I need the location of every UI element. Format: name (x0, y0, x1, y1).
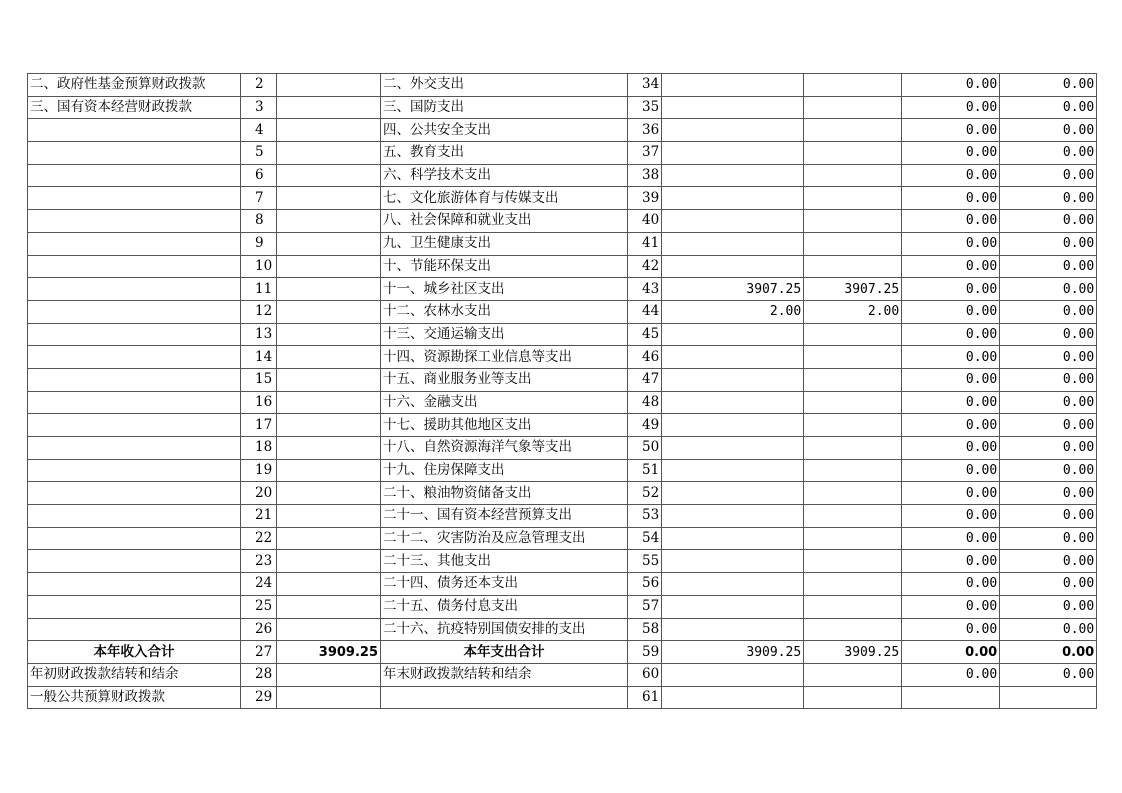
income-item-label (28, 550, 241, 573)
expense-item-label: 十六、金融支出 (381, 391, 628, 414)
expense-total-amount (662, 232, 804, 255)
general-budget-amount (804, 164, 902, 187)
gov-fund-amount: 0.00 (902, 641, 1000, 664)
income-item-label (28, 187, 241, 210)
general-budget-amount (804, 96, 902, 119)
general-budget-amount (804, 210, 902, 233)
gov-fund-amount: 0.00 (902, 505, 1000, 528)
expense-item-label: 二十三、其他支出 (381, 550, 628, 573)
income-row-number: 16 (241, 391, 277, 414)
general-budget-amount (804, 323, 902, 346)
gov-fund-amount: 0.00 (902, 210, 1000, 233)
expense-total-amount (662, 142, 804, 165)
state-capital-amount: 0.00 (1000, 482, 1097, 505)
gov-fund-amount: 0.00 (902, 527, 1000, 550)
expense-row-number: 46 (628, 346, 662, 369)
expense-item-label: 五、教育支出 (381, 142, 628, 165)
income-row-number: 7 (241, 187, 277, 210)
income-item-label (28, 391, 241, 414)
expense-total-amount (662, 346, 804, 369)
expense-item-label: 二、外交支出 (381, 74, 628, 97)
state-capital-amount: 0.00 (1000, 232, 1097, 255)
general-budget-amount (804, 232, 902, 255)
expense-item-label: 年末财政拨款结转和结余 (381, 663, 628, 686)
state-capital-amount: 0.00 (1000, 368, 1097, 391)
table-row (28, 232, 1097, 255)
expense-row-number: 36 (628, 119, 662, 142)
income-item-label (28, 482, 241, 505)
general-budget-amount: 2.00 (804, 300, 902, 323)
income-row-number: 15 (241, 368, 277, 391)
gov-fund-amount: 0.00 (902, 459, 1000, 482)
expense-item-label: 十七、援助其他地区支出 (381, 414, 628, 437)
expense-total-amount (662, 527, 804, 550)
expense-row-number: 60 (628, 663, 662, 686)
state-capital-amount: 0.00 (1000, 618, 1097, 641)
expense-row-number: 38 (628, 164, 662, 187)
income-row-number: 29 (241, 686, 277, 709)
income-row-number: 20 (241, 482, 277, 505)
expense-row-number: 57 (628, 595, 662, 618)
state-capital-amount: 0.00 (1000, 505, 1097, 528)
income-item-label (28, 142, 241, 165)
gov-fund-amount: 0.00 (902, 482, 1000, 505)
expense-row-number: 53 (628, 505, 662, 528)
expense-total-amount (662, 414, 804, 437)
expense-row-number: 34 (628, 74, 662, 97)
expense-row-number: 35 (628, 96, 662, 119)
gov-fund-amount: 0.00 (902, 232, 1000, 255)
general-budget-amount (804, 368, 902, 391)
expense-row-number: 47 (628, 368, 662, 391)
general-budget-amount (804, 482, 902, 505)
expense-item-label: 十九、住房保障支出 (381, 459, 628, 482)
income-item-label (28, 278, 241, 301)
expense-row-number: 41 (628, 232, 662, 255)
expense-item-label: 六、科学技术支出 (381, 164, 628, 187)
expense-item-label: 十三、交通运输支出 (381, 323, 628, 346)
expense-row-number: 56 (628, 573, 662, 596)
income-amount (277, 119, 381, 142)
income-row-number: 19 (241, 459, 277, 482)
expense-item-label: 十八、自然资源海洋气象等支出 (381, 437, 628, 460)
gov-fund-amount: 0.00 (902, 300, 1000, 323)
gov-fund-amount: 0.00 (902, 618, 1000, 641)
gov-fund-amount: 0.00 (902, 437, 1000, 460)
gov-fund-amount: 0.00 (902, 550, 1000, 573)
gov-fund-amount: 0.00 (902, 255, 1000, 278)
income-amount (277, 618, 381, 641)
table-row (28, 550, 1097, 573)
expense-total-amount (662, 210, 804, 233)
income-item-label (28, 573, 241, 596)
expense-row-number: 37 (628, 142, 662, 165)
state-capital-amount: 0.00 (1000, 437, 1097, 460)
expense-item-label: 八、社会保障和就业支出 (381, 210, 628, 233)
state-capital-amount: 0.00 (1000, 142, 1097, 165)
expense-row-number: 43 (628, 278, 662, 301)
expense-item-label: 本年支出合计 (381, 641, 628, 664)
expense-item-label: 十一、城乡社区支出 (381, 278, 628, 301)
expense-total-amount (662, 618, 804, 641)
table-row (28, 210, 1097, 233)
expense-row-number: 40 (628, 210, 662, 233)
income-amount (277, 278, 381, 301)
income-row-number: 5 (241, 142, 277, 165)
state-capital-amount: 0.00 (1000, 300, 1097, 323)
state-capital-amount: 0.00 (1000, 74, 1097, 97)
expense-total-amount (662, 187, 804, 210)
general-budget-amount (804, 505, 902, 528)
general-budget-amount (804, 437, 902, 460)
income-item-label: 二、政府性基金预算财政拨款 (28, 74, 241, 97)
state-capital-amount: 0.00 (1000, 187, 1097, 210)
table-row (28, 573, 1097, 596)
expense-total-amount: 3907.25 (662, 278, 804, 301)
income-row-number: 21 (241, 505, 277, 528)
gov-fund-amount: 0.00 (902, 187, 1000, 210)
table-row (28, 595, 1097, 618)
general-budget-amount (804, 618, 902, 641)
expense-total-amount: 3909.25 (662, 641, 804, 664)
income-amount (277, 74, 381, 97)
income-amount (277, 323, 381, 346)
table-row (28, 142, 1097, 165)
income-item-label: 年初财政拨款结转和结余 (28, 663, 241, 686)
gov-fund-amount: 0.00 (902, 414, 1000, 437)
expense-total-amount (662, 505, 804, 528)
state-capital-amount: 0.00 (1000, 96, 1097, 119)
income-row-number: 10 (241, 255, 277, 278)
income-item-label (28, 300, 241, 323)
state-capital-amount: 0.00 (1000, 346, 1097, 369)
expense-item-label: 二十一、国有资本经营预算支出 (381, 505, 628, 528)
income-amount (277, 187, 381, 210)
income-row-number: 27 (241, 641, 277, 664)
table-row (28, 164, 1097, 187)
income-amount (277, 595, 381, 618)
gov-fund-amount: 0.00 (902, 573, 1000, 596)
income-row-number: 11 (241, 278, 277, 301)
income-row-number: 14 (241, 346, 277, 369)
expense-item-label: 四、公共安全支出 (381, 119, 628, 142)
table-row (28, 618, 1097, 641)
state-capital-amount: 0.00 (1000, 641, 1097, 664)
expense-total-amount: 2.00 (662, 300, 804, 323)
fiscal-allocation-table (27, 73, 1097, 709)
expense-item-label: 十四、资源勘探工业信息等支出 (381, 346, 628, 369)
income-amount (277, 663, 381, 686)
income-amount (277, 391, 381, 414)
state-capital-amount: 0.00 (1000, 391, 1097, 414)
general-budget-amount (804, 346, 902, 369)
expense-row-number: 59 (628, 641, 662, 664)
expense-row-number: 55 (628, 550, 662, 573)
income-row-number: 23 (241, 550, 277, 573)
expense-row-number: 48 (628, 391, 662, 414)
income-amount (277, 96, 381, 119)
expense-item-label (381, 686, 628, 709)
income-item-label (28, 595, 241, 618)
state-capital-amount: 0.00 (1000, 278, 1097, 301)
expense-total-amount (662, 119, 804, 142)
expense-row-number: 42 (628, 255, 662, 278)
table-row (28, 323, 1097, 346)
table-row (28, 686, 1097, 709)
gov-fund-amount: 0.00 (902, 164, 1000, 187)
gov-fund-amount (902, 686, 1000, 709)
income-item-label (28, 323, 241, 346)
expense-row-number: 58 (628, 618, 662, 641)
gov-fund-amount: 0.00 (902, 595, 1000, 618)
income-row-number: 13 (241, 323, 277, 346)
income-item-label (28, 437, 241, 460)
income-item-label: 一般公共预算财政拨款 (28, 686, 241, 709)
table-row (28, 391, 1097, 414)
general-budget-amount: 3909.25 (804, 641, 902, 664)
gov-fund-amount: 0.00 (902, 278, 1000, 301)
table-row (28, 119, 1097, 142)
expense-row-number: 54 (628, 527, 662, 550)
expense-row-number: 44 (628, 300, 662, 323)
income-amount (277, 255, 381, 278)
expense-row-number: 52 (628, 482, 662, 505)
gov-fund-amount: 0.00 (902, 663, 1000, 686)
income-row-number: 4 (241, 119, 277, 142)
income-item-label (28, 459, 241, 482)
income-item-label: 本年收入合计 (28, 641, 241, 664)
income-item-label (28, 618, 241, 641)
state-capital-amount: 0.00 (1000, 459, 1097, 482)
income-amount (277, 505, 381, 528)
income-amount (277, 346, 381, 369)
table-row (28, 505, 1097, 528)
expense-total-amount (662, 437, 804, 460)
income-item-label (28, 505, 241, 528)
general-budget-amount (804, 573, 902, 596)
table-row (28, 527, 1097, 550)
expense-row-number: 51 (628, 459, 662, 482)
income-amount (277, 686, 381, 709)
income-amount (277, 210, 381, 233)
state-capital-amount: 0.00 (1000, 414, 1097, 437)
expense-total-amount (662, 96, 804, 119)
income-amount (277, 437, 381, 460)
table-row (28, 437, 1097, 460)
gov-fund-amount: 0.00 (902, 368, 1000, 391)
income-amount (277, 414, 381, 437)
state-capital-amount: 0.00 (1000, 550, 1097, 573)
expense-total-amount (662, 74, 804, 97)
table-row (28, 482, 1097, 505)
state-capital-amount: 0.00 (1000, 595, 1097, 618)
expense-total-amount (662, 391, 804, 414)
expense-row-number: 49 (628, 414, 662, 437)
income-row-number: 24 (241, 573, 277, 596)
expense-item-label: 七、文化旅游体育与传媒支出 (381, 187, 628, 210)
income-row-number: 9 (241, 232, 277, 255)
state-capital-amount: 0.00 (1000, 210, 1097, 233)
income-row-number: 8 (241, 210, 277, 233)
income-item-label (28, 232, 241, 255)
expense-item-label: 十五、商业服务业等支出 (381, 368, 628, 391)
expense-total-amount (662, 573, 804, 596)
expense-row-number: 45 (628, 323, 662, 346)
table-row (28, 368, 1097, 391)
table-row (28, 300, 1097, 323)
table-row (28, 346, 1097, 369)
table-body (28, 74, 1097, 709)
income-amount: 3909.25 (277, 641, 381, 664)
general-budget-amount: 3907.25 (804, 278, 902, 301)
income-item-label (28, 119, 241, 142)
expense-total-amount (662, 255, 804, 278)
gov-fund-amount: 0.00 (902, 391, 1000, 414)
expense-row-number: 61 (628, 686, 662, 709)
income-amount (277, 459, 381, 482)
state-capital-amount: 0.00 (1000, 663, 1097, 686)
general-budget-amount (804, 142, 902, 165)
income-row-number: 17 (241, 414, 277, 437)
income-row-number: 18 (241, 437, 277, 460)
income-item-label (28, 164, 241, 187)
expense-item-label: 二十二、灾害防治及应急管理支出 (381, 527, 628, 550)
table-row-total (28, 641, 1097, 664)
income-row-number: 2 (241, 74, 277, 97)
state-capital-amount: 0.00 (1000, 255, 1097, 278)
general-budget-amount (804, 595, 902, 618)
table-row (28, 663, 1097, 686)
expense-total-amount (662, 663, 804, 686)
general-budget-amount (804, 527, 902, 550)
table-row (28, 187, 1097, 210)
general-budget-amount (804, 119, 902, 142)
general-budget-amount (804, 187, 902, 210)
expense-item-label: 二十四、债务还本支出 (381, 573, 628, 596)
table-row (28, 278, 1097, 301)
general-budget-amount (804, 74, 902, 97)
general-budget-amount (804, 459, 902, 482)
expense-item-label: 二十、粮油物资储备支出 (381, 482, 628, 505)
general-budget-amount (804, 391, 902, 414)
gov-fund-amount: 0.00 (902, 142, 1000, 165)
income-row-number: 22 (241, 527, 277, 550)
income-row-number: 6 (241, 164, 277, 187)
table-row (28, 459, 1097, 482)
gov-fund-amount: 0.00 (902, 74, 1000, 97)
income-row-number: 26 (241, 618, 277, 641)
expense-total-amount (662, 482, 804, 505)
expense-item-label: 十、节能环保支出 (381, 255, 628, 278)
general-budget-amount (804, 686, 902, 709)
state-capital-amount: 0.00 (1000, 573, 1097, 596)
income-amount (277, 164, 381, 187)
state-capital-amount: 0.00 (1000, 119, 1097, 142)
income-item-label (28, 368, 241, 391)
state-capital-amount: 0.00 (1000, 164, 1097, 187)
expense-item-label: 二十五、债务付息支出 (381, 595, 628, 618)
income-row-number: 25 (241, 595, 277, 618)
gov-fund-amount: 0.00 (902, 346, 1000, 369)
table-row (28, 74, 1097, 97)
expense-total-amount (662, 686, 804, 709)
expense-item-label: 二十六、抗疫特别国债安排的支出 (381, 618, 628, 641)
expense-row-number: 39 (628, 187, 662, 210)
income-amount (277, 527, 381, 550)
income-item-label (28, 210, 241, 233)
table-row (28, 96, 1097, 119)
income-item-label: 三、国有资本经营财政拨款 (28, 96, 241, 119)
income-amount (277, 573, 381, 596)
expense-total-amount (662, 368, 804, 391)
table-row (28, 255, 1097, 278)
general-budget-amount (804, 255, 902, 278)
state-capital-amount (1000, 686, 1097, 709)
income-amount (277, 232, 381, 255)
income-item-label (28, 346, 241, 369)
income-amount (277, 142, 381, 165)
general-budget-amount (804, 550, 902, 573)
gov-fund-amount: 0.00 (902, 119, 1000, 142)
general-budget-amount (804, 414, 902, 437)
expense-total-amount (662, 595, 804, 618)
expense-item-label: 九、卫生健康支出 (381, 232, 628, 255)
table-row (28, 414, 1097, 437)
income-item-label (28, 527, 241, 550)
gov-fund-amount: 0.00 (902, 323, 1000, 346)
gov-fund-amount: 0.00 (902, 96, 1000, 119)
general-budget-amount (804, 663, 902, 686)
expense-total-amount (662, 323, 804, 346)
income-amount (277, 550, 381, 573)
income-item-label (28, 255, 241, 278)
expense-total-amount (662, 459, 804, 482)
income-row-number: 3 (241, 96, 277, 119)
income-amount (277, 300, 381, 323)
income-row-number: 12 (241, 300, 277, 323)
expense-total-amount (662, 164, 804, 187)
income-amount (277, 482, 381, 505)
state-capital-amount: 0.00 (1000, 527, 1097, 550)
income-amount (277, 368, 381, 391)
expense-item-label: 十二、农林水支出 (381, 300, 628, 323)
expense-item-label: 三、国防支出 (381, 96, 628, 119)
income-row-number: 28 (241, 663, 277, 686)
expense-total-amount (662, 550, 804, 573)
state-capital-amount: 0.00 (1000, 323, 1097, 346)
income-item-label (28, 414, 241, 437)
expense-row-number: 50 (628, 437, 662, 460)
